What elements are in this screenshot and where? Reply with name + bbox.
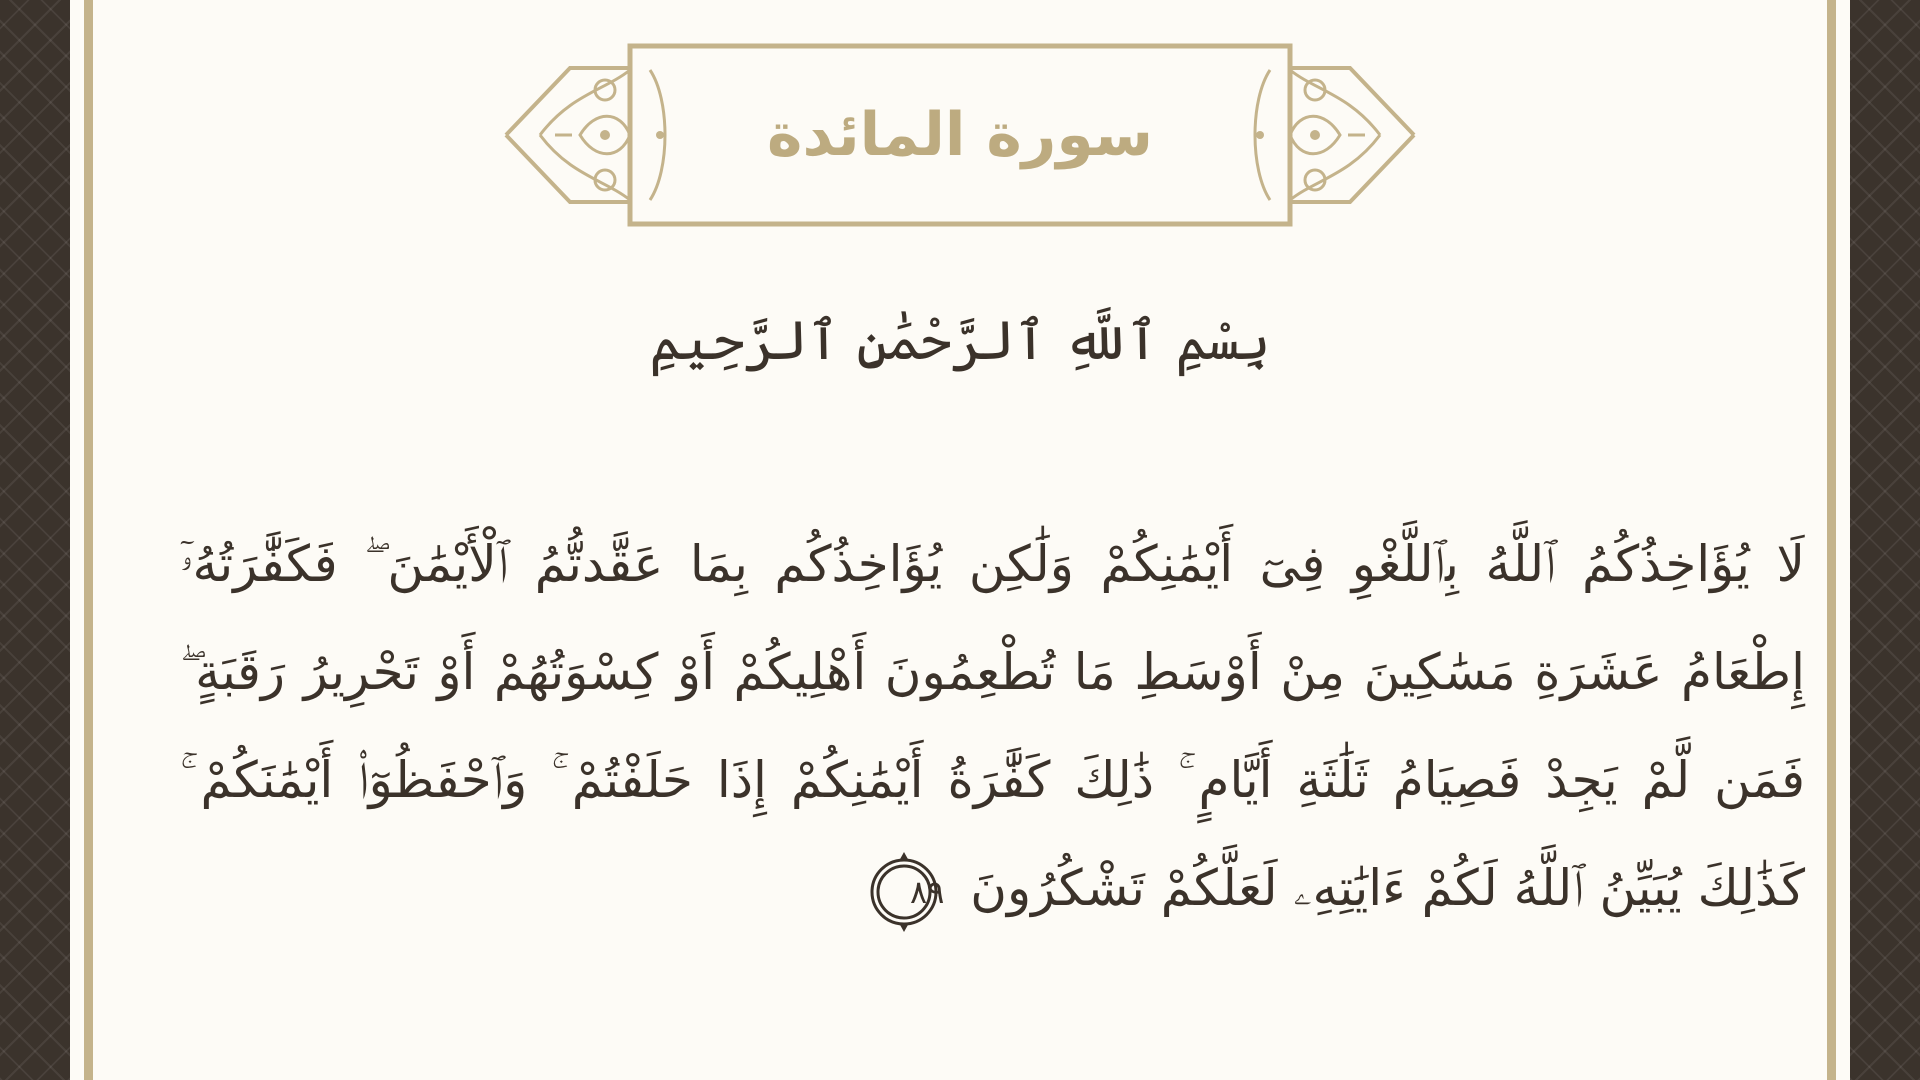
verse-number-marker <box>864 852 944 932</box>
left-gold-rule <box>84 0 93 1080</box>
verse-text: لَا يُؤَاخِذُكُمُ ٱللَّهُ بِٱللَّغْوِ فِىٓ أَيْمَٰنِكُمْ وَلَٰكِن يُؤَاخِذُكُم بِمَا عَقَّدتُّمُ ٱلْأَيْمَٰنَ ۖ فَكَفَّٰرَتُهُۥٓ إِطْعَامُ عَشَرَةِ مَسَٰكِينَ مِنْ أَوْسَطِ مَا تُطْعِمُونَ أَهْلِيكُمْ أَوْ كِسْوَتُهُمْ أَوْ تَحْرِيرُ رَقَبَةٍ ۖ فَمَن لَّمْ يَجِدْ فَصِيَامُ ثَلَٰثَةِ أَيَّامٍ ۚ ذَٰلِكَ كَفَّٰرَةُ أَيْمَٰنِكُمْ إِذَا حَلَفْتُمْ ۚ وَٱحْفَظُوٓا۟ أَيْمَٰنَكُمْ ۚ كَذَٰلِكَ يُبَيِّنُ ٱللَّهُ لَكُمْ ءَايَٰتِهِۦ لَعَلَّكُمْ تَشْكُرُونَ <box>180 535 1805 917</box>
surah-title-banner <box>500 40 1420 230</box>
surah-title: سورة المائدة <box>767 100 1153 170</box>
basmala: بِسْمِ ٱللَّهِ ٱلرَّحْمَٰنِ ٱلرَّحِيمِ <box>649 308 1271 372</box>
left-ornamental-border <box>0 0 70 1080</box>
verse-number: ٨٩ <box>910 873 945 911</box>
right-gold-rule <box>1827 0 1836 1080</box>
verse-block <box>180 510 1805 942</box>
right-ornamental-border <box>1850 0 1920 1080</box>
